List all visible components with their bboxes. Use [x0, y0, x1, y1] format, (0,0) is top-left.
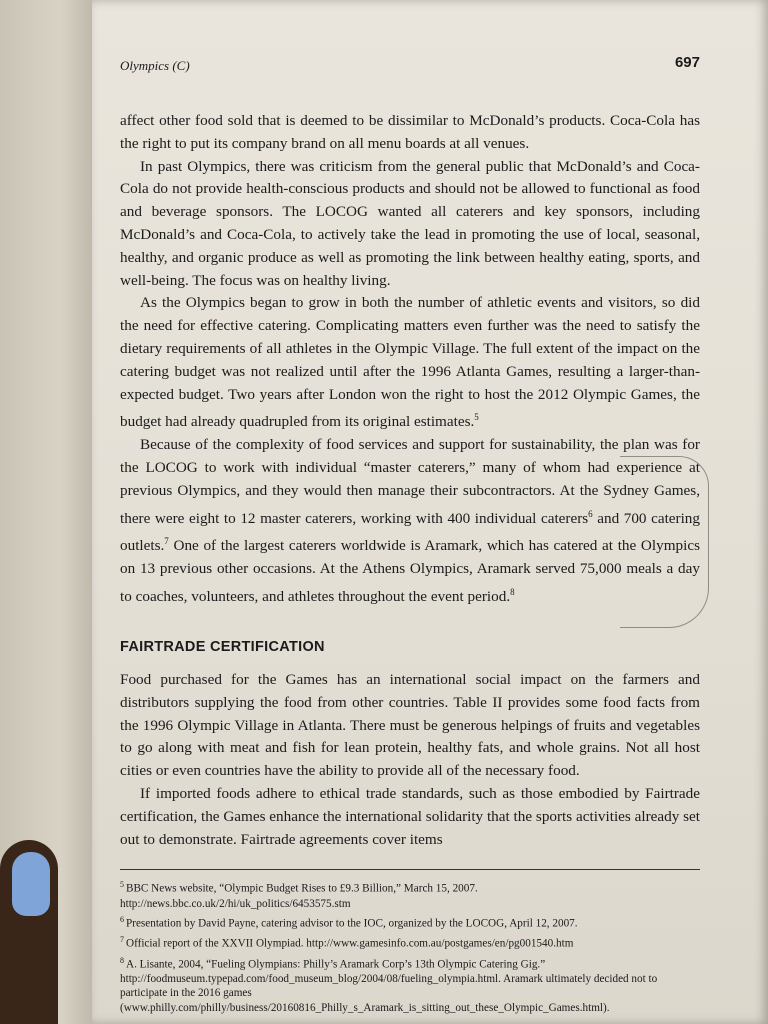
footnote-ref-8: 8 [510, 587, 515, 598]
footnote-text: BBC News website, “Olympic Budget Rises to £9.3 Billion,” March 15, 2007. http://news.bbc.co.uk/2/hi/uk_politics/6453575.stm [120, 883, 478, 910]
footnote-5 [120, 878, 700, 911]
footnote-text: Official report of the XXVII Olympiad. http://www.gamesinfo.com.au/postgames/en/pg001540.htm [126, 938, 574, 951]
paragraph-4 [120, 434, 700, 609]
paragraph-3 [120, 292, 700, 434]
footnote-8 [120, 954, 700, 1016]
page-content [120, 48, 700, 1017]
footnote-rule [120, 869, 700, 870]
footnote-text: A. Lisante, 2004, “Fueling Olympians: Philly’s Aramark Corp’s 13th Olympic Catering Gig.” http://foodmuseum.typepad.com/food_museum_blog/2004/08/fueling_olympia.html. Aramark ultimately decided not to participate in the 2016 games (www.philly.com/philly/business/20160816_Philly_s_Aramark_is_sitting_out_these_Olympic_Games.html). [120, 958, 658, 1014]
footnote-number: 6 [120, 915, 124, 925]
paragraph-4-text-a: Because of the complexity of food services and support for sustainability, the plan was for the LOCOG to work with individual “master caterers,” many of whom had experience at previous Olympics, and they would then manage their subcontractors. At the Sydney Games, there were eight to 12 master caterers, working with 400 individual caterers [120, 436, 700, 527]
page-number: 697 [674, 54, 700, 71]
thumbnail-polish [12, 852, 50, 916]
paragraph-6: If imported foods adhere to ethical trade standards, such as those embodied by Fairtrade certification, the Games enhance the international solidarity that the sports activities already set out to demonstrate. Fairtrade agreements cover items [120, 784, 700, 848]
footnote-ref-5: 5 [474, 412, 479, 423]
paragraph-3-text: As the Olympics began to grow in both the number of athletic events and visitors, so did the need for effective catering. Complicating matters even further was the need to satisfy the dietary requirements of all athletes in the Olympic Village. The full extent of the impact on the catering budget was not realized until after the 1996 Atlanta Games, resulting a larger-than-expected budget. Two years after London won the right to host the 2012 Olympic Games, the budget had already quadrupled from its original estimates. [120, 294, 700, 431]
footnote-number: 7 [120, 935, 124, 945]
running-head [120, 48, 700, 84]
paragraph-2: In past Olympics, there was criticism from the general public that McDonald’s and Coca-Cola do not provide health-conscious products and should not be allowed to functional as food and beverage sponsors. The LOCOG wanted all caterers and key sponsors, including McDonald’s and Coca-Cola, to actively take the lead in promoting the use of local, seasonal, healthy, and organic produce as well as promoting the link between healthy eating, sports, and well-being. The focus was on healthy living. [120, 157, 700, 289]
paragraph-1: affect other food sold that is deemed to be dissimilar to McDonald’s products. Coca-Cola has the right to put its company brand on all menu boards at all venues. [120, 112, 700, 152]
footnote-6 [120, 913, 700, 931]
section-heading: FAIRTRADE CERTIFICATION [120, 638, 325, 655]
paragraph-4-text-c: One of the largest caterers worldwide is Aramark, which has catered at the Olympics on 13 previous other occasions. At the Athens Olympics, Aramark served 75,000 meals a day to coaches, volunteers, and athletes throughout the event period. [120, 537, 700, 606]
paragraph-4-text-b: and 700 catering outlets. [120, 509, 700, 555]
footnote-number: 8 [120, 955, 124, 965]
footnote-number: 5 [120, 880, 124, 890]
paragraph-5: Food purchased for the Games has an international social impact on the farmers and distributors supplying the food from other countries. Table II provides some food facts from the 1996 Olympic Village in Atlanta. There must be generous helpings of fruits and vegetables to go along with meat and fish for lean protein, healthy fats, and whole grains. Not all host cities or even countries have the ability to provide all of the necessary food. [120, 670, 700, 780]
footnote-7 [120, 933, 700, 951]
footnote-ref-7: 7 [164, 536, 169, 547]
running-title: Olympics (C) [120, 58, 190, 73]
footnote-ref-6: 6 [588, 508, 593, 519]
footnotes [120, 878, 700, 1015]
pen-bracket-annotation [620, 456, 709, 628]
footnote-text: Presentation by David Payne, catering advisor to the IOC, organized by the LOCOG, April 12, 2007. [126, 917, 578, 930]
